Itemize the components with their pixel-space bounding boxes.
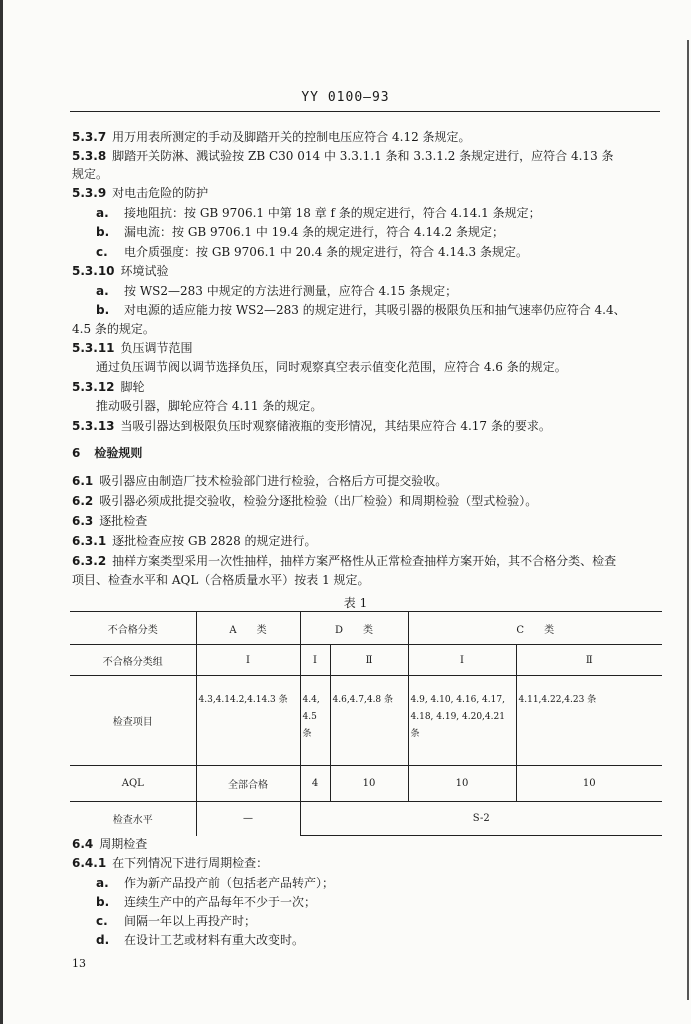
header-rule — [70, 111, 660, 112]
cell-aql-label: AQL — [70, 766, 196, 802]
clause-6-4-1-a: a. 作为新产品投产前（包括老产品转产）； — [96, 876, 335, 890]
clause-6-3-2-cont: 项目、检查水平和 AQL（合格质量水平）按表 1 规定。 — [72, 573, 370, 587]
clause-5-3-10: 5.3.10 环境试验 — [72, 264, 169, 278]
cell-group-c1: Ⅰ — [408, 645, 516, 676]
clause-6-2: 6.2 吸引器必须成批提交验收，检验分逐批检验（出厂检验）和周期检验（型式检验）。 — [72, 494, 538, 508]
page-number: 13 — [72, 957, 86, 970]
clause-6-4-1: 6.4.1 在下列情况下进行周期检查： — [72, 856, 269, 870]
cell-items-b1: 4.4, 4.5 条 — [300, 676, 330, 766]
clause-6-4: 6.4 周期检查 — [72, 837, 148, 851]
clause-5-3-13: 5.3.13 当吸引器达到极限负压时观察储液瓶的变形情况，其结果应符合 4.17 条的要求。 — [72, 419, 551, 433]
clause-5-3-8: 5.3.8 脚踏开关防淋、溅试验按 ZB C30 014 中 3.3.1.1 条和 3.3.1.2 条规定进行，应符合 4.13 条 — [72, 149, 614, 163]
section-6-title: 6 检验规则 — [72, 446, 143, 460]
cell-class-c: C 类 — [408, 612, 662, 645]
table-row-items — [70, 676, 662, 766]
clause-5-3-10-b-cont: 4.5 条的规定。 — [72, 322, 155, 336]
table-row-group — [70, 645, 662, 676]
cell-aql-c1: 10 — [408, 766, 516, 802]
clause-6-4-1-b: b. 连续生产中的产品每年不少于一次； — [96, 895, 317, 909]
cell-group-c2: Ⅱ — [516, 645, 662, 676]
clause-5-3-9: 5.3.9 对电击危险的防护 — [72, 186, 209, 200]
clause-5-3-9-a: a. 接地阻抗：按 GB 9706.1 中第 18 章 f 条的规定进行，符合 4.14.1 条规定； — [96, 206, 541, 220]
clause-5-3-9-b: b. 漏电流：按 GB 9706.1 中 19.4 条的规定进行，符合 4.14.2 条规定； — [96, 225, 504, 239]
clause-5-3-7: 5.3.7 用万用表所测定的手动及脚踏开关的控制电压应符合 4.12 条规定。 — [72, 130, 471, 144]
table-row-aql — [70, 766, 662, 802]
cell-group-label: 不合格分类组 — [70, 645, 196, 676]
cell-group-b1: Ⅰ — [300, 645, 330, 676]
cell-items-c2: 4.11,4.22,4.23 条 — [516, 676, 662, 766]
cell-aql-b2: 10 — [330, 766, 408, 802]
clause-6-4-1-d: d. 在设计工艺或材料有重大改变时。 — [96, 933, 305, 947]
clause-5-3-11-body: 通过负压调节阀以调节选择负压，同时观察真空表示值变化范围，应符合 4.6 条的规定。 — [96, 360, 567, 374]
clause-6-1: 6.1 吸引器应由制造厂技术检验部门进行检验，合格后方可提交验收。 — [72, 474, 448, 488]
cell-aql-c2: 10 — [516, 766, 662, 802]
cell-aql-b1: 4 — [300, 766, 330, 802]
cell-items-c1: 4.9, 4.10, 4.16, 4.17, 4.18, 4.19, 4.20,4.21 条 — [408, 676, 516, 766]
clause-6-4-1-c: c. 间隔一年以上再投产时； — [96, 914, 257, 928]
cell-level-label: 检查水平 — [70, 802, 196, 836]
clause-5-3-9-c: c. 电介质强度：按 GB 9706.1 中 20.4 条的规定进行，符合 4.14.3 条规定。 — [96, 245, 528, 259]
cell-class-b: D 类 — [300, 612, 408, 645]
cell-aql-a: 全部合格 — [196, 766, 300, 802]
cell-items-a: 4.3,4.14.2,4.14.3 条 — [196, 676, 300, 766]
cell-level-a: — — [196, 802, 300, 836]
cell-class-a: A 类 — [196, 612, 300, 645]
inspection-table — [70, 611, 662, 836]
cell-group-a: Ⅰ — [196, 645, 300, 676]
page-header: YY 0100—93 — [301, 90, 390, 105]
scan-right-edge — [687, 40, 689, 1000]
clause-6-3: 6.3 逐批检查 — [72, 514, 148, 528]
clause-6-3-2: 6.3.2 抽样方案类型采用一次性抽样，抽样方案严格性从正常检查抽样方案开始，其不合格分类、检查 — [72, 554, 617, 568]
cell-items-label: 检查项目 — [70, 676, 196, 766]
cell-level-rest: S-2 — [300, 802, 662, 836]
clause-5-3-11: 5.3.11 负压调节范围 — [72, 341, 193, 355]
clause-5-3-8-cont: 规定。 — [72, 167, 109, 181]
clause-5-3-12: 5.3.12 脚轮 — [72, 380, 145, 394]
clause-5-3-12-body: 推动吸引器，脚轮应符合 4.11 条的规定。 — [96, 399, 323, 413]
cell-group-b2: Ⅱ — [330, 645, 408, 676]
scan-left-edge — [0, 0, 3, 1024]
table-caption: 表 1 — [343, 596, 368, 610]
table-row-class — [70, 612, 662, 645]
table-row-level — [70, 802, 662, 836]
cell-items-b2: 4.6,4.7,4.8 条 — [330, 676, 408, 766]
clause-5-3-10-a: a. 按 WS2—283 中规定的方法进行测量，应符合 4.15 条规定； — [96, 284, 458, 298]
clause-5-3-10-b: b. 对电源的适应能力按 WS2—283 的规定进行，其吸引器的极限负压和抽气速率仍应符合 4.4、 — [96, 303, 626, 317]
cell-class-label: 不合格分类 — [70, 612, 196, 645]
clause-6-3-1: 6.3.1 逐批检查应按 GB 2828 的规定进行。 — [72, 534, 317, 548]
